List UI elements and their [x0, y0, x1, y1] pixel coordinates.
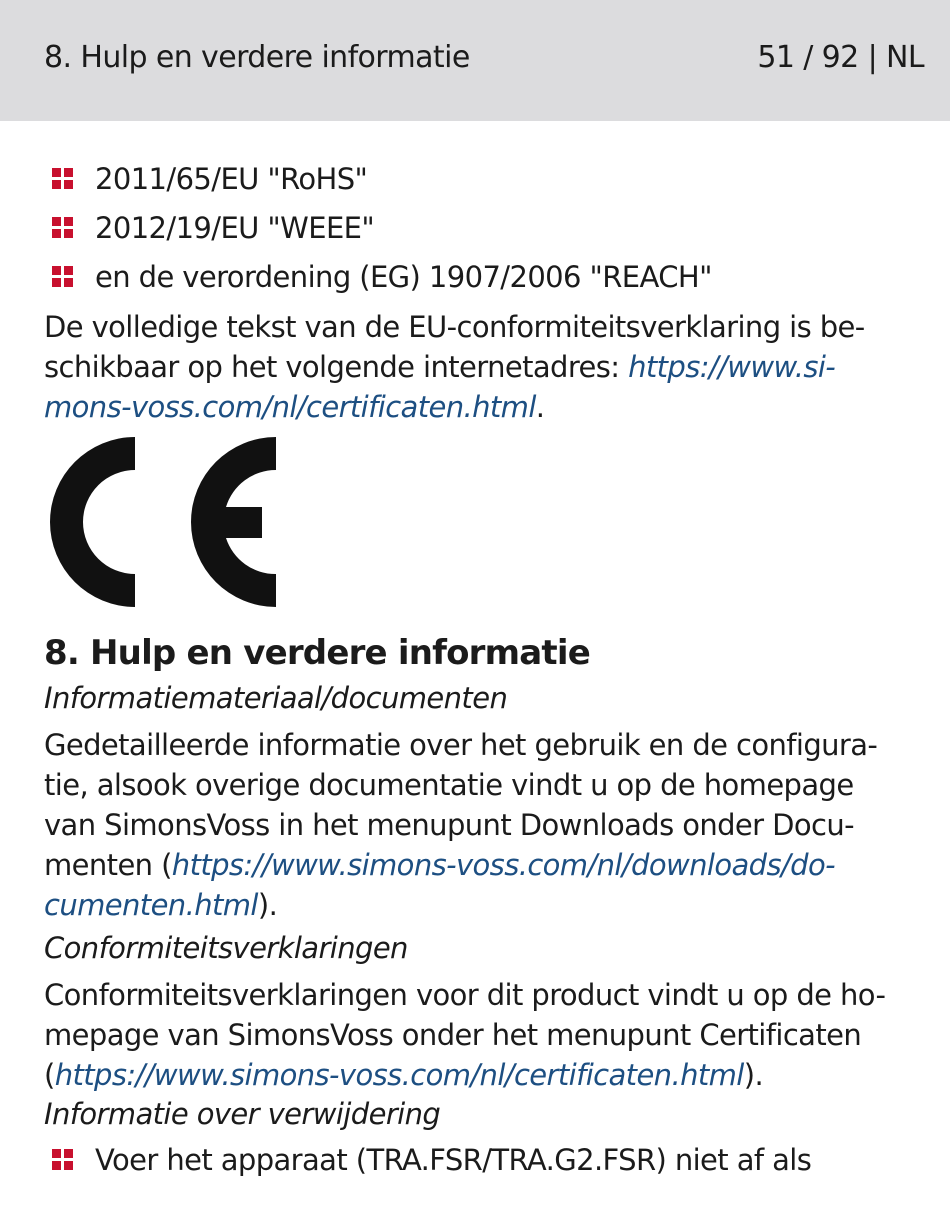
info-text: menten ( [44, 848, 172, 882]
info-text-line [44, 845, 924, 885]
punctuation: ( [44, 1058, 55, 1092]
downloads-link[interactable]: cumenten.html [44, 888, 258, 922]
conformity-text-line: Conformiteitsverklaringen voor dit product vindt u op de ho- [44, 978, 886, 1012]
ce-mark-icon [43, 437, 279, 607]
list-item [44, 258, 924, 307]
certificates-link[interactable]: https://www.simons-voss.com/nl/certificaten.html [54, 1058, 744, 1092]
punctuation: ). [743, 1058, 764, 1092]
list-item [44, 1141, 924, 1190]
eu-text: schikbaar op het volgende internetadres: [44, 350, 629, 384]
bullet-square-icon [52, 168, 73, 189]
list-item [44, 160, 924, 209]
disposal-heading: Informatie over verwijdering [44, 1097, 441, 1131]
punctuation: . [535, 390, 545, 424]
info-heading: Informatiemateriaal/documenten [44, 681, 508, 715]
bullet-square-icon [52, 217, 73, 238]
page-header [0, 0, 950, 121]
bullet-square-icon [52, 266, 73, 287]
conformity-heading: Conformiteitsverklaringen [44, 931, 408, 965]
eu-text-line [44, 347, 924, 387]
directive-text: 2012/19/EU "WEEE" [95, 211, 375, 245]
info-text-line [44, 885, 924, 925]
info-text-line: tie, alsook overige documentatie vindt u op de homepage [44, 768, 854, 802]
page-content [44, 160, 924, 1190]
disposal-text: Voer het apparaat (TRA.FSR/TRA.G2.FSR) niet af als [95, 1143, 812, 1177]
section-title: 8. Hulp en verdere informatie [44, 633, 590, 673]
eu-text-line [44, 387, 924, 427]
punctuation: ). [257, 888, 278, 922]
directive-text: en de verordening (EG) 1907/2006 "REACH" [95, 260, 712, 294]
list-item [44, 209, 924, 258]
page-number: 51 / 92 | NL [757, 40, 924, 75]
bullet-square-icon [52, 1149, 73, 1170]
eu-text-line: De volledige tekst van de EU-conformiteitsverklaring is be- [44, 310, 865, 344]
info-text-line: Gedetailleerde informatie over het gebruik en de configura- [44, 728, 878, 762]
info-text-line: van SimonsVoss in het menupunt Downloads onder Docu- [44, 808, 854, 842]
downloads-link[interactable]: https://www.simons-voss.com/nl/downloads/do- [171, 848, 835, 882]
certificates-link[interactable]: https://www.si- [628, 350, 836, 384]
conformity-text-line: mepage van SimonsVoss onder het menupunt Certificaten [44, 1018, 862, 1052]
certificates-link[interactable]: mons-voss.com/nl/certificaten.html [44, 390, 536, 424]
directive-text: 2011/65/EU "RoHS" [95, 162, 368, 196]
conformity-text-line [44, 1055, 924, 1095]
header-title: 8. Hulp en verdere informatie [44, 40, 470, 75]
